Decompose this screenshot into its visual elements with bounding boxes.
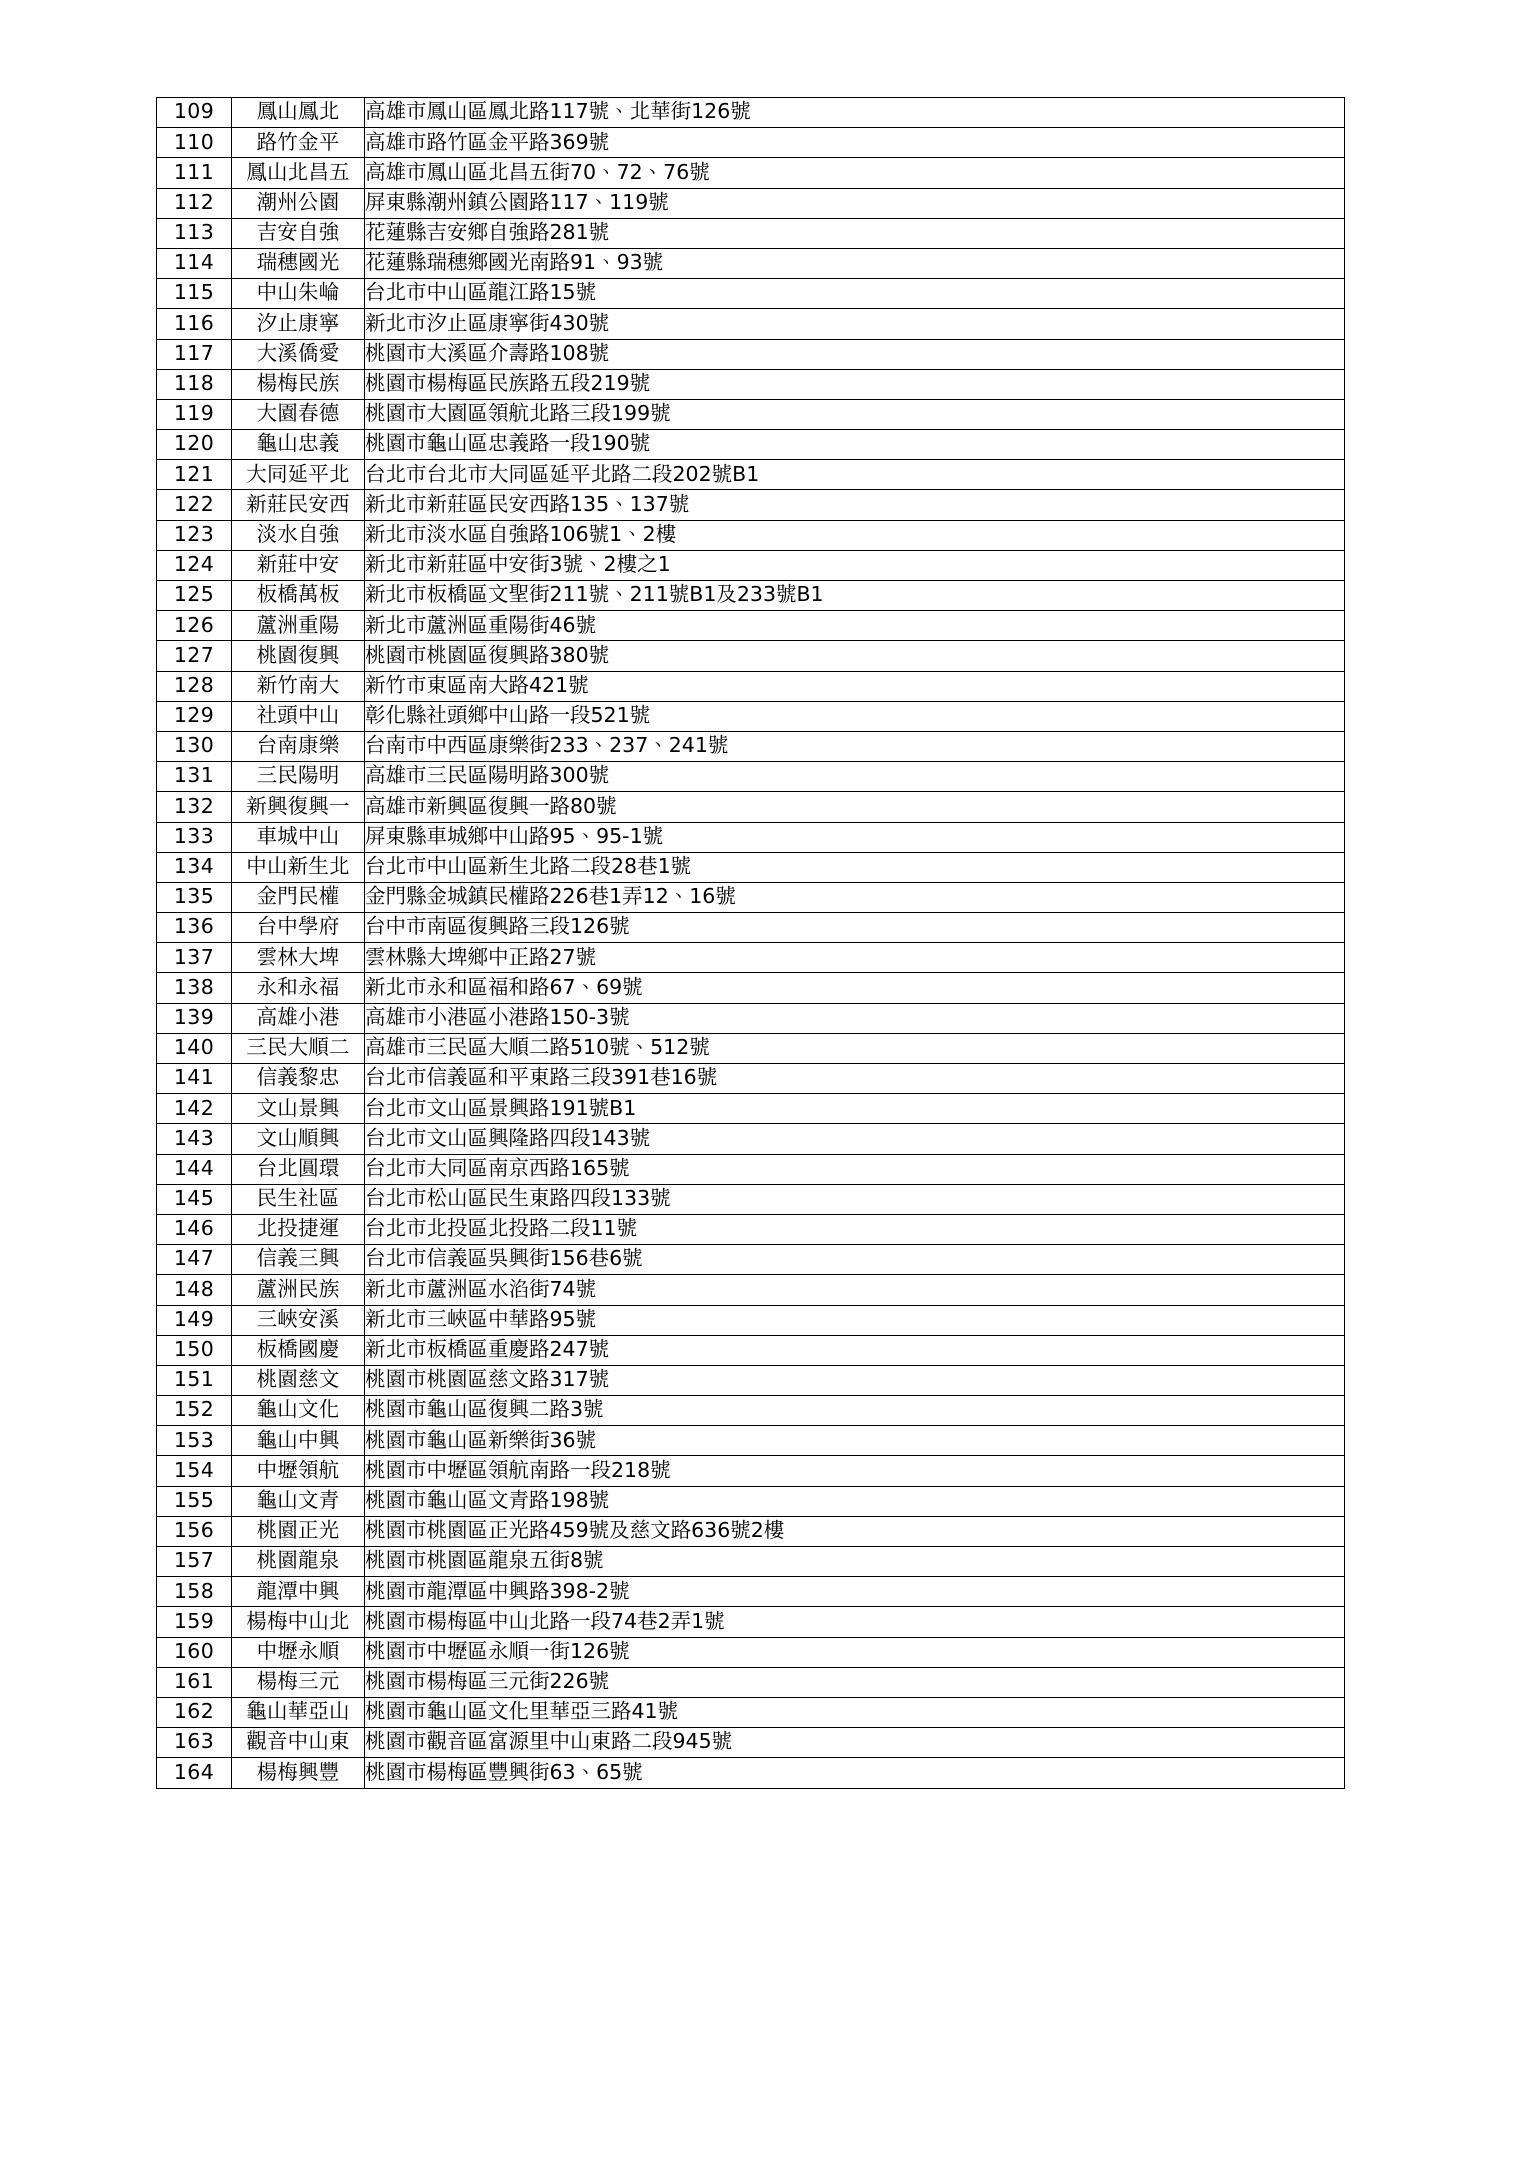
cell-branch-name: 民生社區	[232, 1184, 365, 1214]
cell-address: 桃園市龜山區忠義路一段190號	[365, 430, 1345, 460]
table-row	[157, 339, 1345, 369]
cell-branch-name: 楊梅三元	[232, 1667, 365, 1697]
cell-id: 128	[157, 671, 232, 701]
cell-id: 111	[157, 158, 232, 188]
cell-id: 151	[157, 1365, 232, 1395]
cell-id: 162	[157, 1697, 232, 1727]
table-row	[157, 943, 1345, 973]
cell-address: 新北市淡水區自強路106號1、2樓	[365, 520, 1345, 550]
table-row	[157, 1124, 1345, 1154]
cell-id: 130	[157, 731, 232, 761]
cell-address: 高雄市路竹區金平路369號	[365, 128, 1345, 158]
table-row	[157, 1456, 1345, 1486]
cell-id: 149	[157, 1305, 232, 1335]
cell-id: 141	[157, 1064, 232, 1094]
cell-address: 新北市新莊區中安街3號、2樓之1	[365, 550, 1345, 580]
cell-branch-name: 台中學府	[232, 913, 365, 943]
cell-branch-name: 汐止康寧	[232, 309, 365, 339]
cell-address: 花蓮縣瑞穗鄉國光南路91、93號	[365, 248, 1345, 278]
table-row	[157, 1335, 1345, 1365]
cell-branch-name: 桃園復興	[232, 641, 365, 671]
cell-branch-name: 高雄小港	[232, 1003, 365, 1033]
cell-address: 桃園市楊梅區三元街226號	[365, 1667, 1345, 1697]
table-row	[157, 1275, 1345, 1305]
cell-address: 桃園市觀音區富源里中山東路二段945號	[365, 1728, 1345, 1758]
cell-branch-name: 三民陽明	[232, 762, 365, 792]
cell-branch-name: 大同延平北	[232, 460, 365, 490]
cell-address: 桃園市龜山區文化里華亞三路41號	[365, 1697, 1345, 1727]
table-row	[157, 1245, 1345, 1275]
cell-id: 131	[157, 762, 232, 792]
cell-branch-name: 新興復興一	[232, 792, 365, 822]
cell-id: 117	[157, 339, 232, 369]
table-row	[157, 1547, 1345, 1577]
table-row	[157, 1758, 1345, 1788]
cell-address: 台北市中山區龍江路15號	[365, 279, 1345, 309]
table-row	[157, 731, 1345, 761]
cell-branch-name: 三民大順二	[232, 1033, 365, 1063]
cell-branch-name: 中壢領航	[232, 1456, 365, 1486]
cell-branch-name: 中山朱崘	[232, 279, 365, 309]
cell-address: 台北市文山區興隆路四段143號	[365, 1124, 1345, 1154]
table-row	[157, 1426, 1345, 1456]
cell-id: 160	[157, 1637, 232, 1667]
cell-id: 138	[157, 973, 232, 1003]
cell-address: 高雄市鳳山區北昌五街70、72、76號	[365, 158, 1345, 188]
cell-id: 109	[157, 98, 232, 128]
cell-branch-name: 金門民權	[232, 882, 365, 912]
cell-id: 156	[157, 1516, 232, 1546]
table-row	[157, 641, 1345, 671]
cell-branch-name: 龍潭中興	[232, 1577, 365, 1607]
table-row	[157, 792, 1345, 822]
table-row	[157, 1697, 1345, 1727]
table-row	[157, 1064, 1345, 1094]
cell-address: 台北市中山區新生北路二段28巷1號	[365, 852, 1345, 882]
cell-address: 桃園市龜山區新樂街36號	[365, 1426, 1345, 1456]
cell-branch-name: 吉安自強	[232, 218, 365, 248]
cell-id: 145	[157, 1184, 232, 1214]
cell-address: 桃園市桃園區慈文路317號	[365, 1365, 1345, 1395]
cell-branch-name: 台北圓環	[232, 1154, 365, 1184]
cell-id: 135	[157, 882, 232, 912]
cell-branch-name: 三峽安溪	[232, 1305, 365, 1335]
table-row	[157, 611, 1345, 641]
cell-branch-name: 蘆洲重陽	[232, 611, 365, 641]
table-row	[157, 369, 1345, 399]
cell-id: 112	[157, 188, 232, 218]
cell-address: 桃園市楊梅區中山北路一段74巷2弄1號	[365, 1607, 1345, 1637]
cell-address: 新北市三峽區中華路95號	[365, 1305, 1345, 1335]
cell-branch-name: 新竹南大	[232, 671, 365, 701]
table-row	[157, 1214, 1345, 1244]
cell-branch-name: 楊梅興豐	[232, 1758, 365, 1788]
cell-branch-name: 北投捷運	[232, 1214, 365, 1244]
table-row	[157, 701, 1345, 731]
cell-id: 125	[157, 581, 232, 611]
cell-branch-name: 板橋萬板	[232, 581, 365, 611]
cell-branch-name: 文山景興	[232, 1094, 365, 1124]
cell-address: 金門縣金城鎮民權路226巷1弄12、16號	[365, 882, 1345, 912]
cell-address: 台北市台北市大同區延平北路二段202號B1	[365, 460, 1345, 490]
cell-address: 高雄市三民區大順二路510號、512號	[365, 1033, 1345, 1063]
cell-id: 147	[157, 1245, 232, 1275]
cell-address: 屏東縣潮州鎮公園路117、119號	[365, 188, 1345, 218]
cell-id: 158	[157, 1577, 232, 1607]
cell-address: 新北市汐止區康寧街430號	[365, 309, 1345, 339]
cell-branch-name: 大溪僑愛	[232, 339, 365, 369]
table-row	[157, 1516, 1345, 1546]
cell-id: 163	[157, 1728, 232, 1758]
table-row	[157, 1607, 1345, 1637]
cell-branch-name: 路竹金平	[232, 128, 365, 158]
cell-id: 153	[157, 1426, 232, 1456]
cell-branch-name: 潮州公園	[232, 188, 365, 218]
cell-address: 桃園市龜山區復興二路3號	[365, 1396, 1345, 1426]
cell-branch-name: 雲林大埤	[232, 943, 365, 973]
cell-id: 146	[157, 1214, 232, 1244]
cell-branch-name: 楊梅中山北	[232, 1607, 365, 1637]
table-row	[157, 1003, 1345, 1033]
cell-id: 116	[157, 309, 232, 339]
cell-address: 台北市北投區北投路二段11號	[365, 1214, 1345, 1244]
cell-id: 150	[157, 1335, 232, 1365]
cell-id: 110	[157, 128, 232, 158]
table-row	[157, 1396, 1345, 1426]
table-row	[157, 279, 1345, 309]
cell-branch-name: 龜山文青	[232, 1486, 365, 1516]
table-row	[157, 822, 1345, 852]
cell-branch-name: 淡水自強	[232, 520, 365, 550]
cell-address: 台北市大同區南京西路165號	[365, 1154, 1345, 1184]
cell-id: 143	[157, 1124, 232, 1154]
cell-id: 154	[157, 1456, 232, 1486]
cell-branch-name: 龜山文化	[232, 1396, 365, 1426]
cell-id: 139	[157, 1003, 232, 1033]
cell-id: 129	[157, 701, 232, 731]
cell-branch-name: 桃園慈文	[232, 1365, 365, 1395]
cell-id: 137	[157, 943, 232, 973]
cell-address: 高雄市三民區陽明路300號	[365, 762, 1345, 792]
cell-address: 桃園市楊梅區民族路五段219號	[365, 369, 1345, 399]
table-row	[157, 550, 1345, 580]
cell-branch-name: 社頭中山	[232, 701, 365, 731]
cell-id: 134	[157, 852, 232, 882]
cell-id: 159	[157, 1607, 232, 1637]
cell-id: 121	[157, 460, 232, 490]
table-row	[157, 188, 1345, 218]
cell-branch-name: 鳳山鳳北	[232, 98, 365, 128]
cell-branch-name: 觀音中山東	[232, 1728, 365, 1758]
table-row	[157, 1094, 1345, 1124]
cell-id: 148	[157, 1275, 232, 1305]
cell-id: 113	[157, 218, 232, 248]
cell-branch-name: 新莊中安	[232, 550, 365, 580]
cell-id: 124	[157, 550, 232, 580]
table-row	[157, 1667, 1345, 1697]
cell-address: 桃園市桃園區復興路380號	[365, 641, 1345, 671]
table-row	[157, 1728, 1345, 1758]
cell-address: 桃園市龜山區文青路198號	[365, 1486, 1345, 1516]
cell-address: 新北市蘆洲區水淊街74號	[365, 1275, 1345, 1305]
table-row	[157, 1365, 1345, 1395]
cell-branch-name: 楊梅民族	[232, 369, 365, 399]
table-row	[157, 1033, 1345, 1063]
cell-id: 115	[157, 279, 232, 309]
cell-branch-name: 大園春德	[232, 399, 365, 429]
cell-id: 155	[157, 1486, 232, 1516]
cell-address: 台北市文山區景興路191號B1	[365, 1094, 1345, 1124]
cell-branch-name: 龜山華亞山	[232, 1697, 365, 1727]
table-row	[157, 852, 1345, 882]
table-row	[157, 762, 1345, 792]
cell-id: 133	[157, 822, 232, 852]
cell-id: 144	[157, 1154, 232, 1184]
cell-address: 高雄市鳳山區鳳北路117號、北華街126號	[365, 98, 1345, 128]
table-row	[157, 913, 1345, 943]
cell-address: 桃園市中壢區領航南路一段218號	[365, 1456, 1345, 1486]
cell-branch-name: 中壢永順	[232, 1637, 365, 1667]
table-row	[157, 248, 1345, 278]
cell-address: 桃園市桃園區龍泉五街8號	[365, 1547, 1345, 1577]
table-row	[157, 973, 1345, 1003]
cell-address: 桃園市大溪區介壽路108號	[365, 339, 1345, 369]
cell-id: 126	[157, 611, 232, 641]
cell-address: 台北市信義區和平東路三段391巷16號	[365, 1064, 1345, 1094]
cell-branch-name: 龜山忠義	[232, 430, 365, 460]
cell-branch-name: 瑞穗國光	[232, 248, 365, 278]
cell-address: 新北市蘆洲區重陽街46號	[365, 611, 1345, 641]
cell-branch-name: 蘆洲民族	[232, 1275, 365, 1305]
cell-id: 114	[157, 248, 232, 278]
table-row	[157, 671, 1345, 701]
cell-address: 高雄市小港區小港路150-3號	[365, 1003, 1345, 1033]
cell-id: 118	[157, 369, 232, 399]
cell-address: 雲林縣大埤鄉中正路27號	[365, 943, 1345, 973]
cell-branch-name: 龜山中興	[232, 1426, 365, 1456]
table-row	[157, 460, 1345, 490]
cell-id: 164	[157, 1758, 232, 1788]
cell-id: 157	[157, 1547, 232, 1577]
cell-branch-name: 桃園正光	[232, 1516, 365, 1546]
cell-address: 新北市板橋區重慶路247號	[365, 1335, 1345, 1365]
cell-branch-name: 文山順興	[232, 1124, 365, 1154]
cell-address: 彰化縣社頭鄉中山路一段521號	[365, 701, 1345, 731]
table-row	[157, 98, 1345, 128]
cell-id: 120	[157, 430, 232, 460]
cell-id: 142	[157, 1094, 232, 1124]
cell-id: 127	[157, 641, 232, 671]
table-row	[157, 1305, 1345, 1335]
table-row	[157, 882, 1345, 912]
cell-address: 花蓮縣吉安鄉自強路281號	[365, 218, 1345, 248]
table-row	[157, 128, 1345, 158]
table-row	[157, 520, 1345, 550]
cell-address: 桃園市中壢區永順一街126號	[365, 1637, 1345, 1667]
cell-address: 桃園市大園區領航北路三段199號	[365, 399, 1345, 429]
cell-id: 123	[157, 520, 232, 550]
table-row	[157, 1637, 1345, 1667]
cell-address: 新北市板橋區文聖街211號、211號B1及233號B1	[365, 581, 1345, 611]
cell-id: 119	[157, 399, 232, 429]
cell-branch-name: 信義黎忠	[232, 1064, 365, 1094]
store-location-table	[156, 97, 1345, 1789]
cell-address: 台中市南區復興路三段126號	[365, 913, 1345, 943]
cell-address: 台北市松山區民生東路四段133號	[365, 1184, 1345, 1214]
cell-branch-name: 中山新生北	[232, 852, 365, 882]
cell-branch-name: 台南康樂	[232, 731, 365, 761]
table-row	[157, 218, 1345, 248]
table-row	[157, 1154, 1345, 1184]
table-row	[157, 158, 1345, 188]
table-row	[157, 1184, 1345, 1214]
cell-branch-name: 信義三興	[232, 1245, 365, 1275]
cell-address: 台北市信義區吳興街156巷6號	[365, 1245, 1345, 1275]
cell-address: 新北市永和區福和路67、69號	[365, 973, 1345, 1003]
cell-branch-name: 鳳山北昌五	[232, 158, 365, 188]
cell-id: 132	[157, 792, 232, 822]
cell-address: 新竹市東區南大路421號	[365, 671, 1345, 701]
cell-id: 161	[157, 1667, 232, 1697]
table-row	[157, 490, 1345, 520]
cell-address: 桃園市桃園區正光路459號及慈文路636號2樓	[365, 1516, 1345, 1546]
table-row	[157, 1486, 1345, 1516]
cell-address: 高雄市新興區復興一路80號	[365, 792, 1345, 822]
cell-address: 新北市新莊區民安西路135、137號	[365, 490, 1345, 520]
table-row	[157, 581, 1345, 611]
cell-branch-name: 新莊民安西	[232, 490, 365, 520]
cell-branch-name: 板橋國慶	[232, 1335, 365, 1365]
cell-id: 152	[157, 1396, 232, 1426]
table-row	[157, 399, 1345, 429]
table-body	[157, 98, 1345, 1789]
cell-id: 140	[157, 1033, 232, 1063]
cell-branch-name: 車城中山	[232, 822, 365, 852]
table-row	[157, 309, 1345, 339]
cell-id: 122	[157, 490, 232, 520]
cell-address: 屏東縣車城鄉中山路95、95-1號	[365, 822, 1345, 852]
cell-address: 台南市中西區康樂街233、237、241號	[365, 731, 1345, 761]
table-row	[157, 430, 1345, 460]
cell-address: 桃園市龍潭區中興路398-2號	[365, 1577, 1345, 1607]
cell-branch-name: 永和永福	[232, 973, 365, 1003]
table-row	[157, 1577, 1345, 1607]
cell-address: 桃園市楊梅區豐興街63、65號	[365, 1758, 1345, 1788]
cell-branch-name: 桃園龍泉	[232, 1547, 365, 1577]
cell-id: 136	[157, 913, 232, 943]
